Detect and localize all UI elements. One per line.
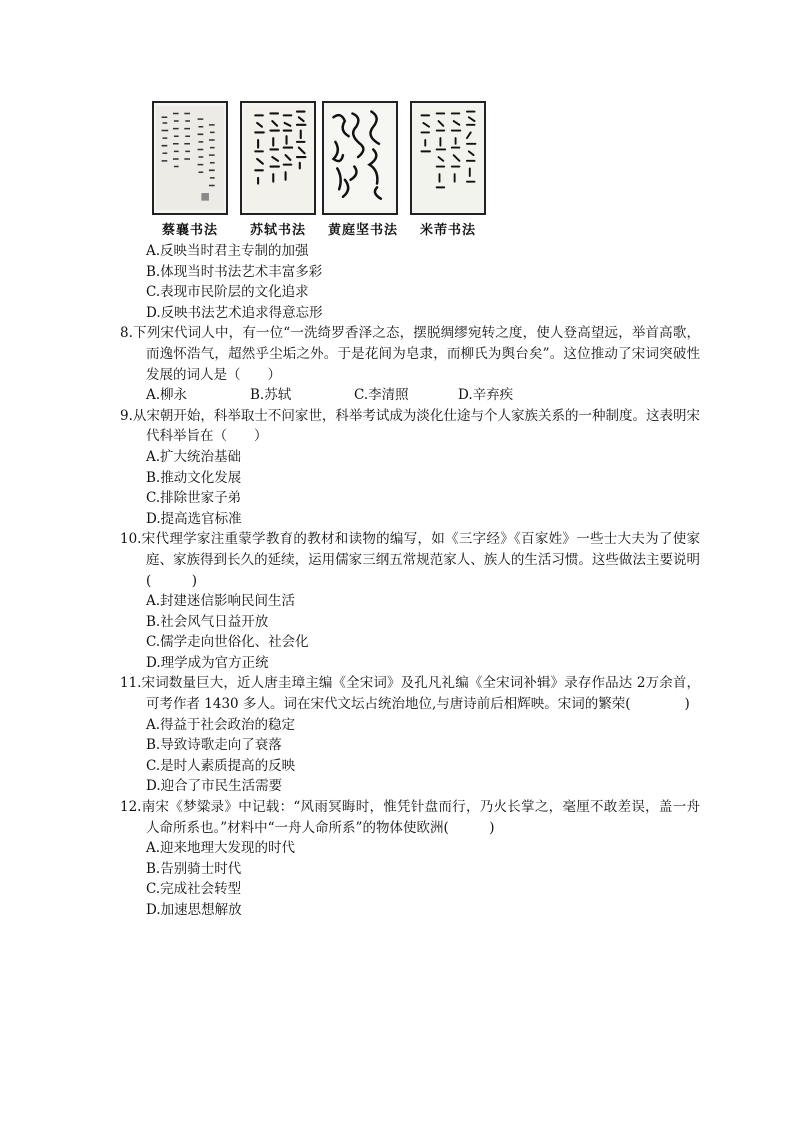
option-item: C.李清照 <box>354 387 409 404</box>
figure-caption: 苏轼书法 <box>249 223 306 238</box>
huang-tingjian-calligraphy-image <box>322 101 398 215</box>
calligraphy-sample-4 <box>412 103 484 213</box>
option-item: B.苏轼 <box>250 387 292 404</box>
option-item: A.反映当时君主专制的加强 <box>146 243 309 259</box>
question-10-text: 10.宋代理学家注重蒙学教育的教材和读物的编写，如《三字经》《百家姓》一些士大夫为了使家庭、家族得到长久的延续，运用儒家三纲五常规范家人、族人的生活习惯。这些做法主要说明( ) <box>120 531 700 589</box>
question-12-text: 12.南宋《梦粱录》中记载：“风雨冥晦时，惟凭针盘而行，乃火长掌之，毫厘不敢差误，盖一舟人命所系也。”材料中“一舟人命所系”的物体使欧洲( ) <box>120 799 700 836</box>
calligraphy-sample-1 <box>154 103 226 213</box>
option-item: D.加速思想解放 <box>146 902 242 918</box>
option-item: B.告别骑士时代 <box>146 860 242 877</box>
calligraphy-figures <box>150 101 480 237</box>
question-8-text: 8.下列宋代词人中，有一位“一洗绮罗香泽之态，摆脱绸缪宛转之度，使人登高望远，举首高歌，而逸怀浩气，超然乎尘垢之外。于是花间为皂隶，而柳氏为舆台矣”。这位推动了宋词突破性发展的词人是（ ） <box>120 325 700 383</box>
option-item: D.迎合了市民生活需要 <box>146 778 283 795</box>
option-item: D.辛弃疾 <box>458 387 514 404</box>
calligraphy-sample-3 <box>324 103 396 213</box>
question-8-options <box>120 385 700 406</box>
figure-caption: 米芾书法 <box>419 223 476 238</box>
option-item: B.推动文化发展 <box>146 469 242 486</box>
cai-xiang-calligraphy-image <box>152 101 228 215</box>
option-item: C.表现市民阶层的文化追求 <box>146 284 309 301</box>
mi-fu-calligraphy-image <box>410 101 486 215</box>
option-item: C.儒学走向世俗化、社会化 <box>146 634 309 651</box>
option-item: A.得益于社会政治的稳定 <box>146 716 296 733</box>
option-item: A.封建迷信影响民间生活 <box>146 593 296 610</box>
su-shi-calligraphy-image <box>240 101 316 215</box>
option-item: A.迎来地理大发现的时代 <box>146 840 296 857</box>
figure-caption: 蔡襄书法 <box>161 223 218 238</box>
option-item: B.体现当时书法艺术丰富多彩 <box>146 263 323 280</box>
option-item: D.提高选官标准 <box>146 510 242 527</box>
option-item: C.是时人素质提高的反映 <box>146 757 296 774</box>
question-11-text: 11.宋词数量巨大，近人唐圭璋主编《全宋词》及孔凡礼编《全宋词补辑》录存作品达 2万余首，可考作者 1430 多人。词在宋代文坛占统治地位,与唐诗前后相辉映。宋词的繁荣( ) <box>120 675 700 713</box>
option-item: A.柳永 <box>146 387 188 404</box>
option-item: C.完成社会转型 <box>146 881 242 898</box>
question-9-text: 9.从宋朝开始，科举取士不问家世，科举考试成为淡化仕途与个人家族关系的一种制度。这表明宋代科举旨在（ ） <box>120 407 700 445</box>
figure-caption: 黄庭坚书法 <box>327 223 398 238</box>
option-item: A.扩大统治基础 <box>146 448 242 465</box>
question-content <box>120 241 700 921</box>
calligraphy-sample-2 <box>242 103 314 213</box>
option-item: D.理学成为官方正统 <box>146 654 269 671</box>
option-item: B.导致诗歌走向了衰落 <box>146 737 282 754</box>
option-item: B.社会风气日益开放 <box>146 613 269 630</box>
option-item: D.反映书法艺术追求得意忘形 <box>146 304 323 321</box>
option-item: C.排除世家子弟 <box>146 490 242 507</box>
